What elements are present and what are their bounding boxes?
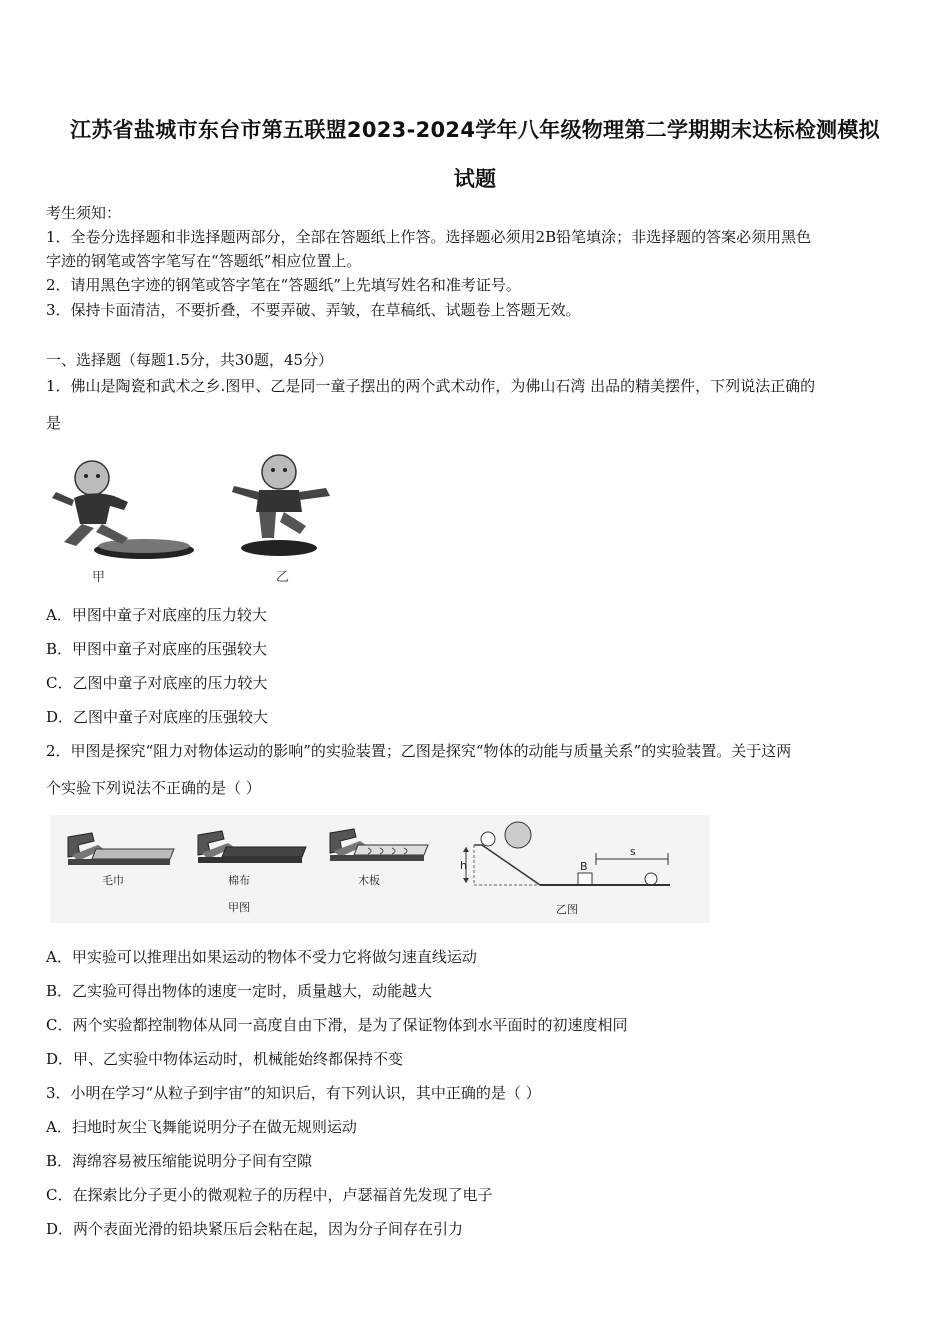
question-2-option-d: D．甲、乙实验中物体运动时，机械能始终都保持不变 <box>46 1050 404 1068</box>
label-wood: 木板 <box>358 874 380 887</box>
experiment-figure <box>50 815 710 923</box>
figure-label-yi: 乙 <box>276 570 290 585</box>
notice-item: 字迹的钢笔或答字笔写在“答题纸”相应位置上。 <box>46 252 362 270</box>
label-cotton: 棉布 <box>228 874 250 887</box>
document-title-line1: 江苏省盐城市东台市第五联盟2023-2024学年八年级物理第二学期期末达标检测模拟 <box>70 118 880 142</box>
question-1-stem: 1．佛山是陶瓷和武术之乡.图甲、乙是同一童子摆出的两个武术动作，为佛山石湾 出品的精美摆件，下列说法正确的 <box>46 377 816 395</box>
question-1-stem-cont: 是 <box>46 414 62 432</box>
question-3-option-d: D．两个表面光滑的铅块紧压后会粘在起，因为分子间存在引力 <box>46 1220 464 1238</box>
question-3-option-a: A．扫地时灰尘飞舞能说明分子在做无规则运动 <box>46 1118 357 1136</box>
question-2-stem-cont: 个实验下列说法不正确的是（ ） <box>46 779 261 797</box>
figurine-yi <box>232 455 330 556</box>
question-3-option-b: B．海绵容易被压缩能说明分子间有空隙 <box>46 1152 313 1170</box>
label-h: h <box>460 859 467 872</box>
notice-item: 2．请用黑色字迹的钢笔或答字笔在“答题纸”上先填写姓名和准考证号。 <box>46 276 521 294</box>
figure-label-jia: 甲 <box>92 570 106 585</box>
question-2-stem: 2．甲图是探究“阻力对物体运动的影响”的实验装置；乙图是探究“物体的动能与质量关系”的实验装置。关于这两 <box>46 742 792 760</box>
label-towel: 毛巾 <box>102 874 124 887</box>
label-figure-yi: 乙图 <box>556 903 578 916</box>
notice-heading: 考生须知： <box>46 204 122 222</box>
question-2-option-c: C．两个实验都控制物体从同一高度自由下滑，是为了保证物体到水平面时的初速度相同 <box>46 1016 628 1034</box>
notice-item: 3．保持卡面清洁，不要折叠，不要弄破、弄皱，在草稿纸、试题卷上答题无效。 <box>46 301 581 319</box>
question-1-option-d: D．乙图中童子对底座的压强较大 <box>46 708 269 726</box>
question-3-option-c: C．在探索比分子更小的微观粒子的历程中，卢瑟福首先发现了电子 <box>46 1186 493 1204</box>
label-figure-jia: 甲图 <box>228 901 250 914</box>
question-2-option-a: A．甲实验可以推理出如果运动的物体不受力它将做匀速直线运动 <box>46 948 477 966</box>
question-1-option-a: A．甲图中童子对底座的压力较大 <box>46 606 267 624</box>
question-1-option-c: C．乙图中童子对底座的压力较大 <box>46 674 268 692</box>
label-b: B <box>580 860 588 873</box>
figurines-figure <box>44 450 344 590</box>
question-1-option-b: B．甲图中童子对底座的压强较大 <box>46 640 268 658</box>
figurine-jia <box>52 461 194 559</box>
section-heading: 一、选择题（每题1.5分，共30题，45分） <box>46 351 334 369</box>
label-s: s <box>630 845 636 858</box>
notice-item: 1．全卷分选择题和非选择题两部分，全部在答题纸上作答。选择题必须用2B铅笔填涂；非选择题的答案必须用黑色 <box>46 228 812 246</box>
document-title-line2: 试题 <box>453 167 497 191</box>
question-2-option-b: B．乙实验可得出物体的速度一定时，质量越大，动能越大 <box>46 982 433 1000</box>
question-3-stem: 3．小明在学习“从粒子到宇宙”的知识后，有下列认识，其中正确的是（ ） <box>46 1084 541 1102</box>
